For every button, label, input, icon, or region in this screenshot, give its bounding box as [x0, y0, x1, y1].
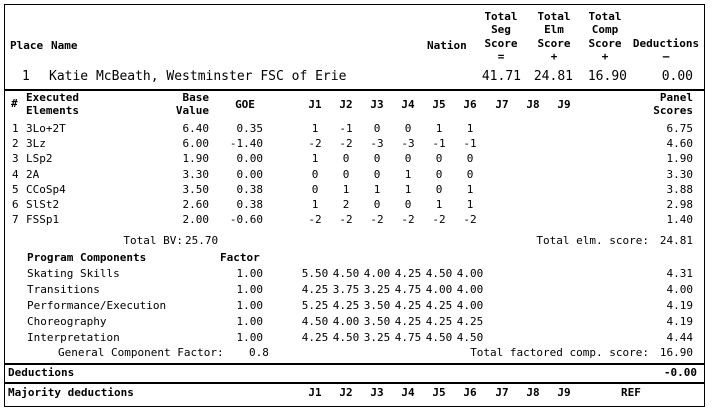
place-header: Place: [10, 39, 44, 52]
component-judge-6: 4.00: [456, 267, 484, 280]
judge-mark-2: 0: [342, 152, 350, 166]
comp-score: 16.90: [587, 69, 627, 84]
element-number: 7: [12, 213, 19, 227]
tfc-value: 16.90: [659, 346, 693, 359]
judge-mark-3: 0: [373, 198, 381, 211]
judge-mark-3: 0: [373, 167, 381, 181]
judge-header-1: J1: [308, 98, 322, 111]
component-name: Performance/Execution: [27, 299, 167, 312]
deductions-score: 0.00: [661, 69, 693, 84]
component-judge-1: 5.25: [301, 299, 329, 312]
component-name: Skating Skills: [27, 267, 120, 280]
element-name: CCoSp4: [26, 182, 66, 196]
total-elm-label: Total elm. score:: [536, 234, 649, 247]
judge-mark-2: -1: [339, 122, 353, 135]
component-judge-4: 4.25: [394, 267, 422, 280]
goe-header: GOE: [235, 98, 255, 111]
element-panel-score: 1.40: [666, 213, 693, 227]
judge-mark-1: 1: [311, 122, 319, 135]
gcf-value: 0.8: [249, 346, 269, 359]
judge-mark-4: 0: [404, 122, 412, 135]
panel-header-1: Panel: [659, 91, 693, 104]
component-factor: 1.00: [236, 267, 263, 280]
component-factor: 1.00: [236, 331, 263, 344]
deductions-label: Deductions: [8, 366, 75, 379]
element-base: 2.60: [182, 198, 209, 211]
divider: [5, 363, 704, 365]
skater-name: Katie McBeath, Westminster FSC of Erie: [49, 69, 347, 84]
judge-mark-6: -2: [463, 213, 477, 227]
judge-mark-6: 0: [466, 152, 474, 166]
component-judge-6: 4.50: [456, 331, 484, 344]
element-base: 2.00: [182, 213, 209, 227]
component-judge-3: 3.50: [363, 315, 391, 328]
component-judge-3: 3.50: [363, 299, 391, 312]
element-name: 3Lz: [26, 137, 46, 151]
judge-mark-3: 1: [373, 182, 381, 196]
element-goe: 0.38: [236, 182, 263, 196]
element-number: 4: [12, 167, 19, 181]
component-judge-1: 4.50: [301, 315, 329, 328]
judge-header-4: J4: [401, 98, 415, 111]
component-judge-3: 3.25: [363, 283, 391, 296]
judge-mark-6: 1: [466, 122, 474, 135]
majority-judge-5: J5: [432, 386, 446, 399]
majority-judge-3: J3: [370, 386, 384, 399]
element-number: 5: [12, 182, 19, 196]
component-judge-4: 4.75: [394, 283, 422, 296]
component-score: 4.19: [666, 315, 693, 328]
judge-header-8: J8: [526, 98, 540, 111]
judge-mark-5: 1: [435, 122, 443, 135]
element-goe: -1.40: [229, 137, 263, 151]
element-number: 3: [12, 152, 19, 166]
component-name: Interpretation: [27, 331, 120, 344]
element-number: 2: [12, 137, 19, 151]
judge-header-9: J9: [557, 98, 571, 111]
judge-mark-3: 0: [373, 152, 381, 166]
component-judge-5: 4.50: [425, 331, 453, 344]
majority-judge-2: J2: [339, 386, 353, 399]
component-score: 4.31: [666, 267, 693, 280]
judge-mark-1: 0: [311, 182, 319, 196]
judge-mark-2: -2: [339, 137, 353, 151]
judge-mark-5: 0: [435, 152, 443, 166]
component-name: Choreography: [27, 315, 107, 328]
component-judge-1: 4.25: [301, 331, 329, 344]
ref-header: REF: [621, 386, 641, 399]
divider: [5, 382, 704, 384]
component-factor: 1.00: [236, 283, 263, 296]
component-judge-2: 4.25: [332, 299, 360, 312]
element-base: 6.40: [182, 122, 209, 135]
nation-header: Nation: [427, 39, 467, 52]
majority-judge-8: J8: [526, 386, 540, 399]
name-header: Name: [51, 39, 78, 52]
tfc-label: Total factored comp. score:: [470, 346, 649, 359]
component-name: Transitions: [27, 283, 100, 296]
component-score: 4.19: [666, 299, 693, 312]
judge-mark-2: 1: [342, 182, 350, 196]
judge-mark-4: 0: [404, 198, 412, 211]
judge-mark-4: 1: [404, 182, 412, 196]
judge-mark-5: 0: [435, 167, 443, 181]
element-panel-score: 3.30: [666, 167, 693, 181]
judge-mark-2: -2: [339, 213, 353, 227]
rank: 1: [22, 69, 30, 84]
component-judge-4: 4.75: [394, 331, 422, 344]
component-score: 4.00: [666, 283, 693, 296]
judge-mark-6: -1: [463, 137, 477, 151]
majority-judge-4: J4: [401, 386, 415, 399]
element-goe: -0.60: [229, 213, 263, 227]
component-judge-2: 4.50: [332, 267, 360, 280]
majority-label: Majority deductions: [8, 386, 134, 399]
base-header-1: Base: [182, 91, 209, 104]
judge-mark-4: -3: [401, 137, 415, 151]
element-name: SlSt2: [26, 198, 60, 211]
element-panel-score: 6.75: [666, 122, 693, 135]
judge-header-6: J6: [463, 98, 477, 111]
element-base: 6.00: [182, 137, 209, 151]
elm-score: 24.81: [533, 69, 573, 84]
pc-header: Program Components: [27, 251, 147, 264]
element-name: FSSp1: [26, 213, 60, 227]
factor-header: Factor: [220, 251, 260, 264]
executed-header-2: Elements: [26, 104, 79, 117]
component-judge-3: 3.25: [363, 331, 391, 344]
element-goe: 0.38: [236, 198, 263, 211]
element-goe: 0.35: [236, 122, 263, 135]
judge-mark-3: -2: [370, 213, 384, 227]
judge-header-7: J7: [495, 98, 509, 111]
judge-mark-6: 1: [466, 198, 474, 211]
judge-mark-5: -2: [432, 213, 446, 227]
deductions-value: -0.00: [663, 366, 697, 379]
component-judge-1: 5.50: [301, 267, 329, 280]
component-score: 4.44: [666, 331, 693, 344]
judge-mark-5: 1: [435, 198, 443, 211]
gcf-label: General Component Factor:: [58, 346, 224, 359]
element-base: 1.90: [182, 152, 209, 166]
component-judge-5: 4.25: [425, 315, 453, 328]
element-goe: 0.00: [236, 152, 263, 166]
component-judge-6: 4.00: [456, 283, 484, 296]
element-base: 3.50: [182, 182, 209, 196]
judge-mark-2: 2: [342, 198, 350, 211]
element-name: 2A: [26, 167, 40, 181]
element-panel-score: 1.90: [666, 152, 693, 166]
element-number: 6: [12, 198, 19, 211]
judge-header-5: J5: [432, 98, 446, 111]
component-judge-5: 4.25: [425, 299, 453, 312]
judge-mark-1: 1: [311, 198, 319, 211]
judge-mark-3: -3: [370, 137, 384, 151]
component-judge-1: 4.25: [301, 283, 329, 296]
judge-mark-6: 1: [466, 182, 474, 196]
element-name: 3Lo+2T: [26, 122, 66, 135]
element-goe: 0.00: [236, 167, 263, 181]
judge-header-3: J3: [370, 98, 384, 111]
judge-header-2: J2: [339, 98, 353, 111]
judge-mark-5: 0: [435, 182, 443, 196]
divider: [5, 89, 704, 91]
element-base: 3.30: [182, 167, 209, 181]
component-judge-2: 4.50: [332, 331, 360, 344]
judge-mark-3: 0: [373, 122, 381, 135]
judge-mark-4: 0: [404, 152, 412, 166]
judge-mark-5: -1: [432, 137, 446, 151]
base-header-2: Value: [175, 104, 209, 117]
panel-header-2: Scores: [653, 104, 693, 117]
component-judge-4: 4.25: [394, 299, 422, 312]
judge-mark-4: -2: [401, 213, 415, 227]
num-header: #: [11, 97, 18, 110]
element-number: 1: [12, 122, 19, 135]
judge-mark-1: -2: [308, 137, 322, 151]
judge-mark-2: 0: [342, 167, 350, 181]
component-judge-5: 4.50: [425, 267, 453, 280]
judge-mark-1: -2: [308, 213, 322, 227]
majority-judge-7: J7: [495, 386, 509, 399]
component-judge-6: 4.25: [456, 315, 484, 328]
component-judge-5: 4.00: [425, 283, 453, 296]
element-name: LSp2: [26, 152, 53, 166]
score-sheet: Place Name Nation Total Seg Score = Total Elm Score + Total Comp Score + Deductions – 1 Katie McBeath, Westminster FSC of Erie 41.71 24.81 16.90 0.00 # Executed Elements Base Value GOE J1 J2 J3 J4 J5 J6 J7 J8 J9 Panel Scores 1 3Lo+2T 6.40 0.35 1 -1 0 0 1 1 6.75 2 3Lz 6.00 -1.40 -2 -2 -3 -3 -1 -1 4.60 3 LSp2 1.90 0.00 1 0 0 0 0 0 1.90 4 2A 3.30 0.00 0 0 0 1 0 0 3.30 5 CCoSp4 3.50 0.38 0 1 1 1 0 1 3.88 6 SlSt2 2.60 0.38 1 2 0 0 1 1 2.98 7 FSSp1 2.00 -0.60 -2 -2 -2 -2 -2 -2 1.40 Total BV: 25.70 Total elm. score: 24.81 Program Components Factor Skating Skills 1.00 5.50 4.50 4.00 4.25 4.50 4.00 4.31 Transitions 1.00 4.25 3.75 3.25 4.75 4.00 4.00 4.00 Performance/Execution 1.00 5.25 4.25 3.50 4.25 4.25 4.00 4.19 Choreography 1.00 4.50 4.00 3.50 4.25 4.25 4.25 4.19 Interpretation 1.00 4.25 4.50 3.25 4.75 4.50 4.50 4.44 General Component Factor: 0.8 Total factored comp. score: 16.90 Deductions -0.00 Majority deductions J1 J2 J3 J4 J5 J6 J7 J8 J9 REF: [4, 4, 705, 407]
total-elm-value: 24.81: [659, 234, 693, 247]
element-panel-score: 2.98: [666, 198, 693, 211]
component-factor: 1.00: [236, 299, 263, 312]
majority-judge-9: J9: [557, 386, 571, 399]
seg-score: 41.71: [481, 69, 521, 84]
component-judge-4: 4.25: [394, 315, 422, 328]
component-judge-3: 4.00: [363, 267, 391, 280]
judge-mark-1: 1: [311, 152, 319, 166]
component-judge-2: 3.75: [332, 283, 360, 296]
element-panel-score: 3.88: [666, 182, 693, 196]
judge-mark-6: 0: [466, 167, 474, 181]
majority-judge-1: J1: [308, 386, 322, 399]
component-judge-6: 4.00: [456, 299, 484, 312]
judge-mark-4: 1: [404, 167, 412, 181]
component-judge-2: 4.00: [332, 315, 360, 328]
element-panel-score: 4.60: [666, 137, 693, 151]
total-bv-label: Total BV:: [123, 234, 183, 247]
component-factor: 1.00: [236, 315, 263, 328]
judge-mark-1: 0: [311, 167, 319, 181]
executed-header-1: Executed: [26, 91, 79, 104]
total-bv-value: 25.70: [185, 234, 219, 247]
majority-judge-6: J6: [463, 386, 477, 399]
